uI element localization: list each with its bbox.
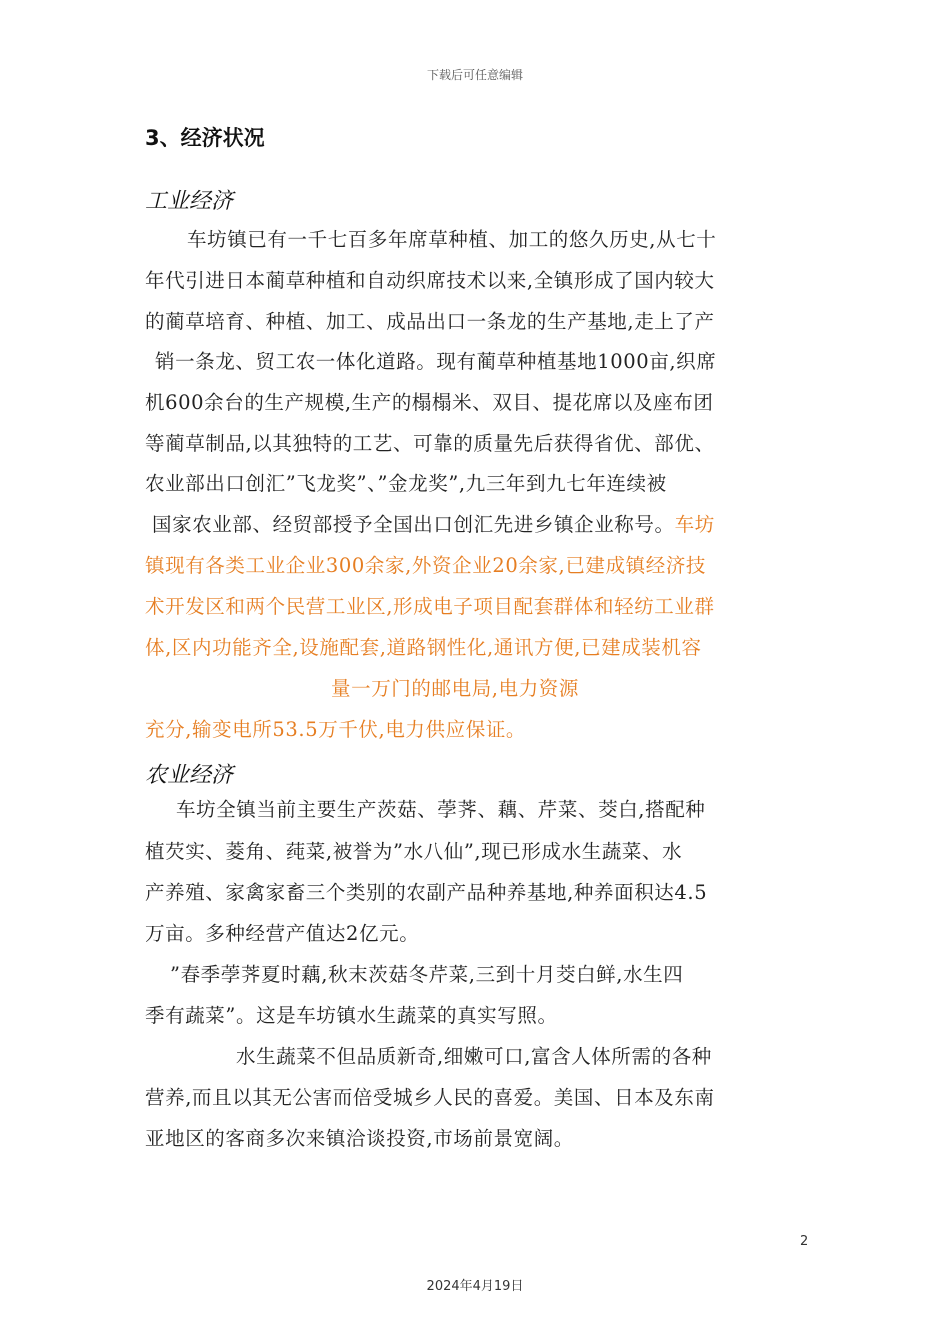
agriculture-line-5: ”春季荸荠夏时藕,秋末茨菇冬芹菜,三到十月茭白鲜,水生四: [170, 963, 684, 986]
agriculture-line-8: 营养,而且以其无公害而倍受城乡人民的喜爱。美国、日本及东南: [145, 1086, 715, 1109]
agriculture-line-6: 季有蔬菜”。这是车坊镇水生蔬菜的真实写照。: [145, 1004, 558, 1027]
industry-line-13: 充分,输变电所53.5万千伏,电力供应保证。: [145, 718, 527, 741]
industry-line-10: 术开发区和两个民营工业区,形成电子项目配套群体和轻纺工业群: [145, 595, 715, 618]
industry-heading: 工业经济: [145, 189, 234, 214]
agriculture-line-9: 亚地区的客商多次来镇洽谈投资,市场前景宽阔。: [145, 1127, 574, 1150]
industry-line-3: 的蔺草培育、种植、加工、成品出口一条龙的生产基地,走上了产: [145, 310, 715, 333]
industry-line-7: 农业部出口创汇”飞龙奖”、”金龙奖”,九三年到九七年连续被: [145, 472, 667, 495]
industry-line-9: 镇现有各类工业企业300余家,外资企业20余家,已建成镇经济技: [145, 554, 707, 577]
industry-line-1: 车坊镇已有一千七百多年席草种植、加工的悠久历史,从七十: [187, 228, 717, 251]
page-header: 下载后可任意编辑: [426, 68, 523, 82]
industry-line-5: 机600余台的生产规模,生产的榻榻米、双目、提花席以及座布团: [145, 391, 714, 414]
industry-line-12: 量一万门的邮电局,电力资源: [331, 677, 579, 700]
industry-line-2: 年代引进日本蔺草种植和自动织席技术以来,全镇形成了国内较大: [145, 269, 715, 292]
section-title: 3、经济状况: [145, 126, 265, 150]
agriculture-line-2: 植芡实、菱角、莼菜,被誉为”水八仙”,现已形成水生蔬菜、水: [145, 840, 683, 863]
industry-line-8: [152, 513, 817, 537]
industry-line-8-text: 国家农业部、经贸部授予全国出口创汇先进乡镇企业称号。: [152, 513, 675, 536]
industry-line-11: 体,区内功能齐全,设施配套,道路钢性化,通讯方便,已建成装机容: [145, 636, 702, 659]
footer-date: 2024年4月19日: [426, 1279, 524, 1294]
agriculture-line-7: 水生蔬菜不但品质新奇,细嫩可口,富含人体所需的各种: [236, 1045, 712, 1068]
industry-line-4: 销一条龙、贸工农一体化道路。现有蔺草种植基地1000亩,织席: [155, 350, 717, 373]
agriculture-line-4: 万亩。多种经营产值达2亿元。: [145, 922, 420, 945]
agriculture-heading: 农业经济: [145, 763, 234, 788]
agriculture-line-1: 车坊全镇当前主要生产茨菇、荸荠、藕、芹菜、茭白,搭配种: [176, 798, 706, 821]
agriculture-line-3: 产养殖、家禽家畜三个类别的农副产品种养基地,种养面积达4.5: [145, 881, 708, 904]
industry-line-6: 等蔺草制品,以其独特的工艺、可靠的质量先后获得省优、部优、: [145, 432, 715, 455]
page-number: 2: [800, 1234, 809, 1249]
industry-line-8-highlight: 车坊: [674, 513, 715, 536]
